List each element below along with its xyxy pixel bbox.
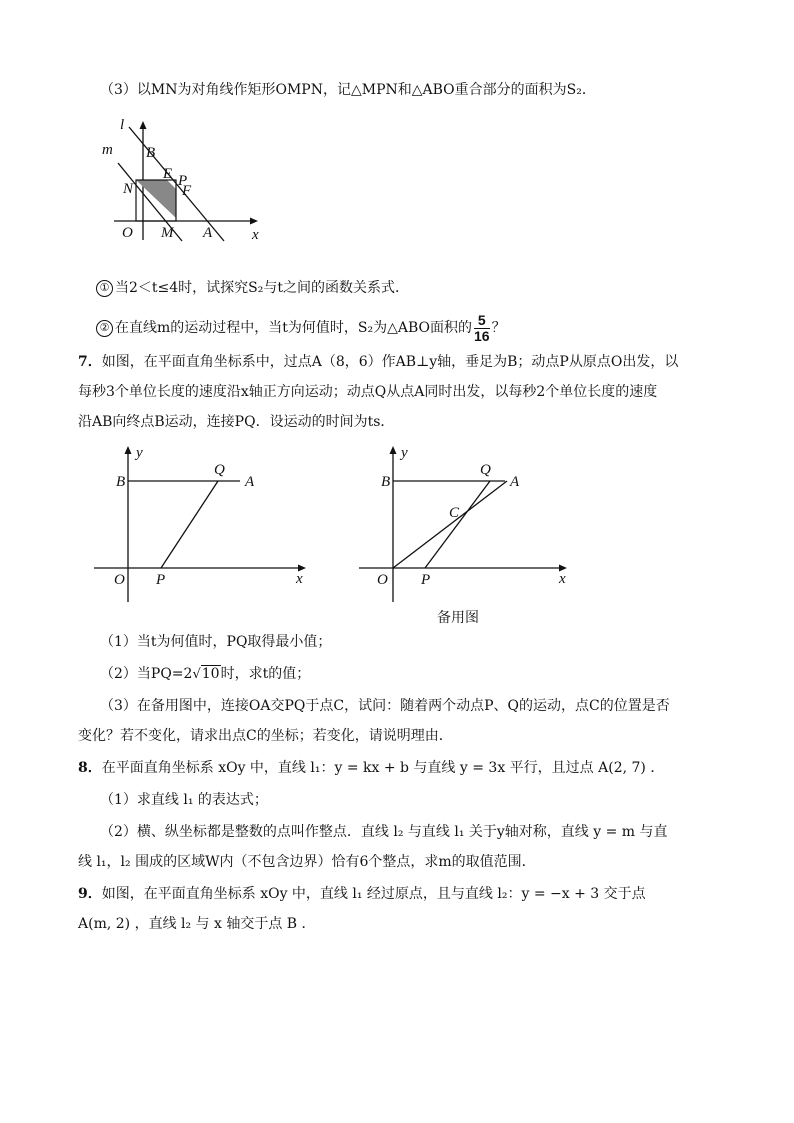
q6-label-B: B [146, 145, 156, 161]
q7-part2-text: （2）当PQ=2 [100, 666, 193, 682]
q6-sub1 [96, 278, 409, 298]
q7b-segment-OA [393, 481, 507, 568]
q7-part2-sqrt: 10 [201, 666, 220, 682]
q6-sub2-fraction [474, 313, 490, 344]
q7b-label-B: B [381, 474, 391, 490]
q6-label-N: N [123, 181, 134, 197]
q6-part3-intro [100, 80, 596, 100]
q6-sub2-text: 在直线m的运动过程中，当t为何值时，S₂为△ABO面积的 [115, 320, 473, 336]
q6-sub2-mark: ② [96, 320, 113, 337]
q6-sub1-mark: ① [96, 280, 113, 297]
q7b-label-C: C [449, 505, 460, 521]
q7-line3: 沿AB向终点B运动，连接PQ．设运动的时间为ts． [78, 414, 395, 430]
q7-figure-backup [355, 440, 585, 610]
q7-label-x: x [296, 571, 303, 587]
q6-sub2-end: ？ [491, 320, 506, 336]
q7-label-A: A [245, 474, 255, 490]
q9-number: 9． [78, 886, 102, 902]
q6-fraction-numerator: 5 [474, 313, 490, 329]
q7-label-Q: Q [214, 462, 225, 478]
q7b-segment-PQ [425, 481, 490, 568]
q9-line1-text: 如图，在平面直角坐标系 xOy 中，直线 l₁ 经过原点，且与直线 l₂：y = −x + 3 交于点 [101, 886, 646, 902]
q6-label-F: F [182, 183, 192, 199]
q7b-y-arrow [390, 446, 397, 454]
q6-label-x: x [252, 227, 259, 243]
q6-figure [96, 115, 276, 250]
q8-line1 [78, 758, 664, 778]
q8-line1-text: 在平面直角坐标系 xOy 中，直线 l₁：y = kx + b 与直线 y = 3x 平行，且过点 A(2, 7) ． [101, 760, 665, 776]
q6-label-O: O [122, 225, 133, 241]
q7-line2: 每秒3个单位长度的速度沿x轴正方向运动；动点Q从点A同时出发，以每秒2个单位长度的速度 [78, 384, 658, 400]
q6-label-l: l [120, 117, 125, 133]
q7-part3-line1: （3）在备用图中，连接OA交PQ于点C，试问：随着两个动点P、Q的运动，点C的位置是否 [100, 698, 670, 714]
q7-line1-text: 如图，在平面直角坐标系中，过点A（8，6）作AB⊥y轴，垂足为B；动点P从原点O出发，以 [101, 354, 679, 370]
q7-part1: （1）当t为何值时，PQ取得最小值； [100, 634, 332, 650]
q7-part2: （2）当PQ=2√10时，求t的值； [100, 666, 311, 682]
q6-x-arrow [250, 218, 258, 225]
q7-label-y: y [136, 445, 143, 461]
q7-part2-end: 时，求t的值； [220, 666, 311, 682]
q6-shaded-region [136, 180, 176, 218]
q7-part3-line2: 变化？若不变化，请求出点C的坐标；若变化，请说明理由． [78, 728, 453, 744]
q7b-label-O: O [377, 572, 388, 588]
q6-label-m: m [102, 142, 113, 158]
q6-label-P: P [178, 173, 188, 189]
q7-backup-caption: 备用图 [437, 610, 479, 626]
q7b-label-Q: Q [480, 462, 491, 478]
q7b-label-A: A [510, 474, 520, 490]
q7-segment-PQ [161, 481, 218, 568]
q8-part2-line1: （2）横、纵坐标都是整数的点叫作整点．直线 l₂ 与直线 l₁ 关于y轴对称，直线 y = m 与直 [100, 824, 668, 840]
q7b-label-x: x [559, 571, 566, 587]
q9-line1 [78, 884, 646, 904]
q6-y-arrow [140, 121, 147, 129]
q7-label-O: O [114, 572, 125, 588]
q6-sub1-text: 当2＜t≤4时，试探究S₂与t之间的函数关系式． [115, 280, 409, 296]
q6-fraction-denominator: 16 [474, 327, 490, 344]
q7-label-P: P [156, 572, 166, 588]
q8-part2-line2: 线 l₁，l₂ 围成的区域W内（不包含边界）恰有6个整点，求m的取值范围． [78, 854, 536, 870]
q7-y-arrow [125, 446, 132, 454]
q8-part1: （1）求直线 l₁ 的表达式； [100, 792, 268, 808]
q7-line1 [78, 352, 678, 372]
q7b-label-P: P [421, 572, 431, 588]
q7-label-B: B [116, 474, 126, 490]
q7b-label-y: y [401, 445, 408, 461]
q6-part3-intro-text: （3）以MN为对角线作矩形OMPN，记△MPN和△ABO重合部分的面积为S₂． [100, 82, 596, 98]
q7-number: 7． [78, 354, 102, 370]
q7-figure-main [90, 440, 320, 610]
q9-line2: A(m, 2) ，直线 l₂ 与 x 轴交于点 B ． [78, 916, 316, 932]
q8-number: 8． [78, 760, 102, 776]
q6-sub2 [96, 312, 506, 344]
q6-label-E: E [163, 166, 173, 182]
q6-label-A: A [203, 225, 213, 241]
q6-label-M: M [161, 225, 174, 241]
